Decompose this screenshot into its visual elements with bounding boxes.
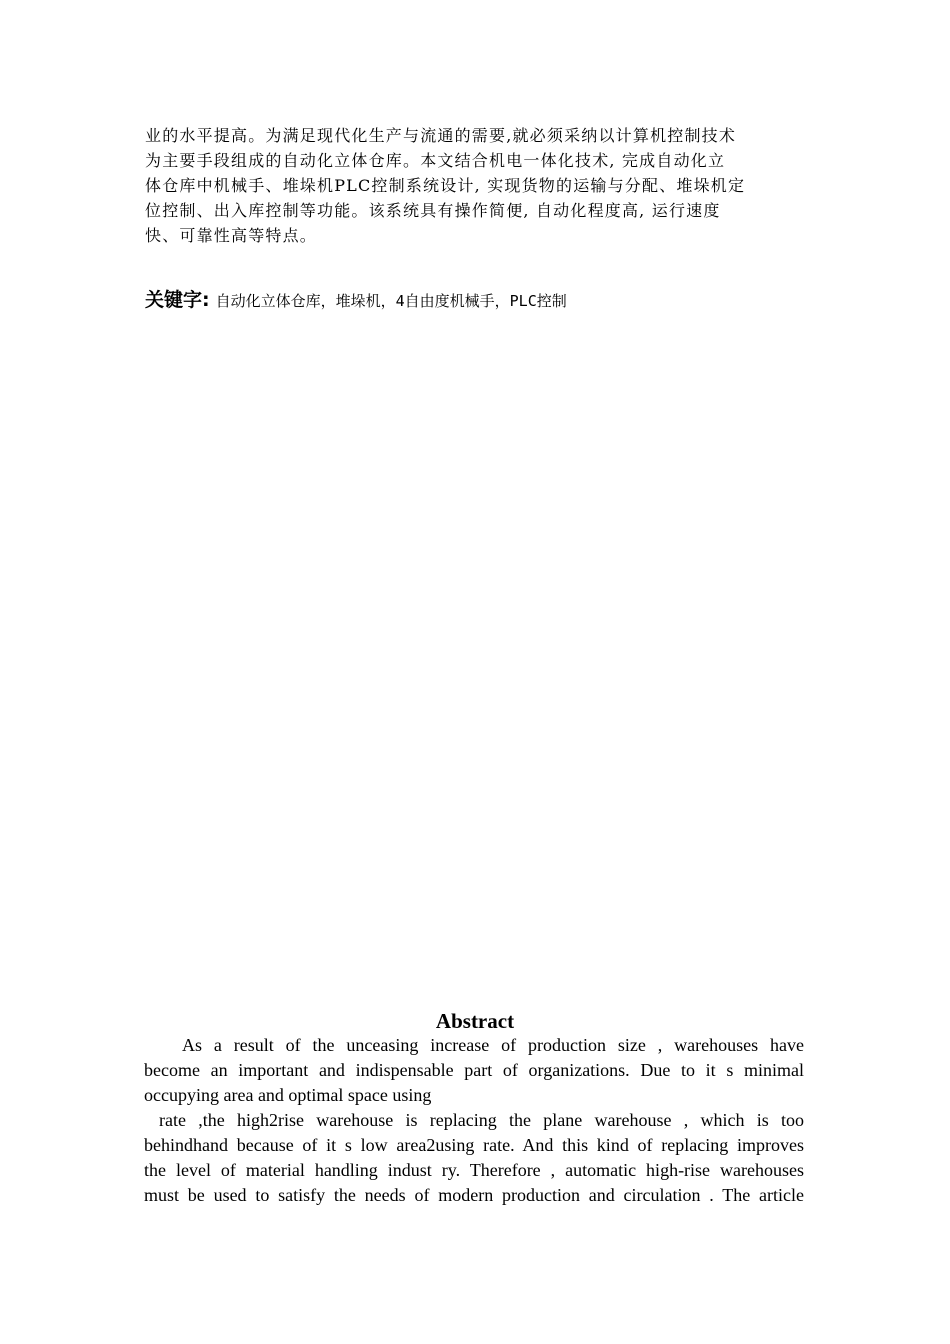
english-abstract-line: the level of material handling indust ry. Therefore , automatic high-rise warehouses bbox=[144, 1160, 804, 1180]
abstract-heading: Abstract bbox=[435, 1009, 515, 1033]
keywords-label: 关键字: bbox=[145, 289, 210, 311]
english-abstract-line: must be used to satisfy the needs of modern production and circulation . The article bbox=[144, 1185, 804, 1205]
english-abstract-paragraph bbox=[144, 1033, 804, 1208]
chinese-abstract-line: 体仓库中机械手、堆垛机PLC控制系统设计, 实现货物的运输与分配、堆垛机定 bbox=[145, 176, 746, 195]
chinese-abstract-paragraph bbox=[145, 123, 805, 248]
chinese-abstract-line: 快、可靠性高等特点。 bbox=[145, 226, 318, 245]
keywords-line bbox=[145, 287, 805, 315]
chinese-abstract-line: 位控制、出入库控制等功能。该系统具有操作简便, 自动化程度高, 运行速度 bbox=[145, 201, 721, 220]
chinese-abstract-line: 业的水平提高。为满足现代化生产与流通的需要,就必须采纳以计算机控制技术 bbox=[145, 126, 737, 145]
english-abstract-line: occupying area and optimal space using bbox=[144, 1085, 432, 1105]
chinese-abstract-line: 为主要手段组成的自动化立体仓库。本文结合机电一体化技术, 完成自动化立 bbox=[145, 151, 726, 170]
keywords-text: 自动化立体仓库，堆垛机，4自由度机械手，PLC控制 bbox=[215, 292, 567, 310]
english-abstract-line: As a result of the unceasing increase of production size , warehouses have bbox=[182, 1035, 804, 1055]
english-abstract-line: rate ,the high2rise warehouse is replacing the plane warehouse , which is too bbox=[159, 1110, 804, 1130]
english-abstract-line: behindhand because of it s low area2using rate. And this kind of replacing improves bbox=[144, 1135, 804, 1155]
english-abstract-line: become an important and indispensable part of organizations. Due to it s minimal bbox=[144, 1060, 804, 1080]
